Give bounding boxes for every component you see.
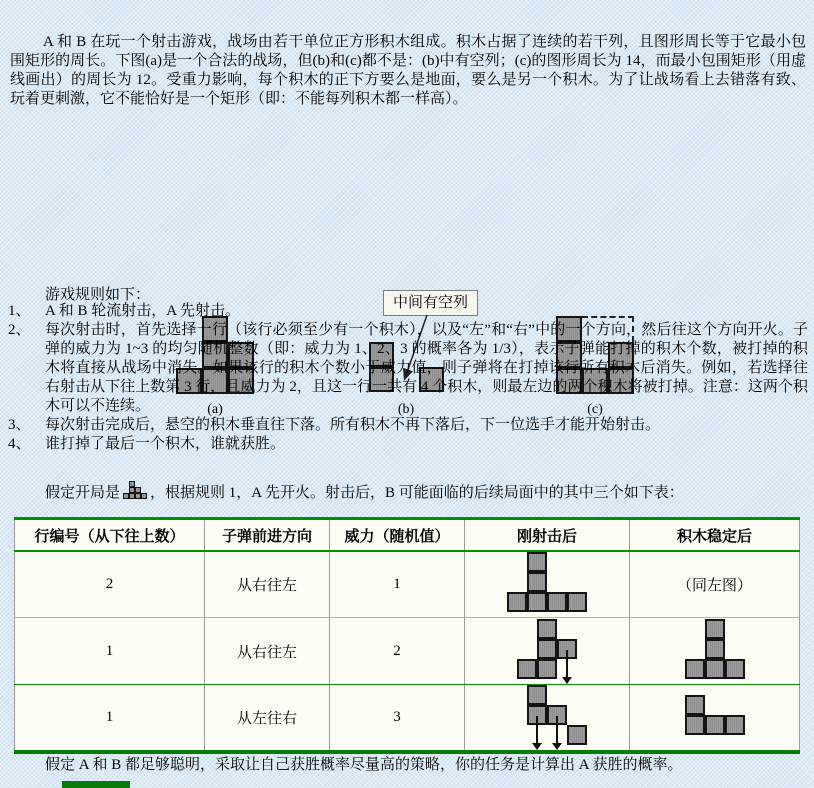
block-cell: [527, 592, 547, 612]
block-cell: [527, 552, 547, 572]
fall-arrow-tip: [532, 743, 542, 750]
fall-arrow: [556, 716, 558, 744]
cell-power: 1: [330, 551, 465, 618]
col-header-direction: 子弹前进方向: [205, 519, 330, 552]
block-cell: [507, 592, 527, 612]
figure-b-caption: (b): [397, 402, 415, 417]
block-cell: [547, 592, 567, 612]
figure-c-caption: (c): [587, 402, 603, 417]
rule-item-2: [8, 321, 808, 416]
cell-row-number: 2: [15, 551, 205, 618]
setup-line: [45, 481, 805, 503]
cell-after-settling-blocks: [630, 685, 800, 753]
cell-after-settling-blocks: [630, 618, 800, 685]
block-cell: [537, 639, 557, 659]
blocks-diagram: [507, 552, 587, 612]
setup-suffix: ，根据规则 1，A 先开火。射击后，B 可能面临的后续局面中的其中三个如下表：: [150, 485, 684, 501]
block-cell: [685, 659, 705, 679]
rule-item-3: [8, 416, 808, 435]
cell-row-number: 1: [15, 685, 205, 753]
block-cell: [129, 481, 135, 487]
footer-paragraph: 假定 A 和 B 都足够聪明，采取让自己获胜概率尽量高的策略，你的任务是计算出 A 获胜的概率。: [45, 757, 683, 773]
rule-item-1: [8, 302, 808, 321]
cell-power: 2: [330, 618, 465, 685]
block-cell: [685, 715, 705, 735]
fall-arrow: [536, 716, 538, 744]
block-cell: [537, 659, 557, 679]
rule-item-4: [8, 435, 808, 454]
rule-number: 2、: [8, 322, 31, 338]
block-cell: [517, 659, 537, 679]
block-cell: [527, 685, 547, 705]
col-header-row-number: 行编号（从下往上数）: [15, 519, 205, 552]
block-cell: [705, 639, 725, 659]
fall-arrow-tip: [562, 677, 572, 684]
cell-power: 3: [330, 685, 465, 753]
block-cell: [705, 619, 725, 639]
cell-after-shot-blocks: [465, 685, 630, 753]
cell-after-settling: （同左图）: [630, 551, 800, 618]
rules-title: 游戏规则如下：: [45, 287, 151, 303]
figure-a-caption: (a): [207, 402, 223, 417]
callout-box: 中间有空列: [383, 290, 478, 316]
rule-text: 谁打掉了最后一个积木，谁就获胜。: [45, 436, 286, 452]
table-row: [15, 618, 800, 685]
intro-paragraph: A 和 B 在玩一个射击游戏，战场由若干单位正方形积木组成。积木占据了连续的若干列，且图形周长等于它最小包围矩形的周长。下图(a)是一个合法的战场，但(b)和(c)都不是：(b)中有空列；(c)的图形周长为 14，而最小包围矩形（用虚线画出）的周长为 12。受重力影响，每个积木的正下方要么是地面，要么是另一个积木。为了让战场看上去错落有致、玩着更刺激，它不能恰好是一个矩形（即：不能每列积木都一样高）。: [10, 34, 806, 107]
cell-direction: 从左往右: [205, 685, 330, 753]
col-header-power: 威力（随机值）: [330, 519, 465, 552]
cell-after-shot-blocks: [465, 618, 630, 685]
table-row: [15, 551, 800, 618]
blocks-diagram: [685, 619, 745, 679]
block-cell: [725, 715, 745, 735]
cell-direction: 从右往左: [205, 551, 330, 618]
blocks-diagram: [507, 685, 587, 745]
scenario-table: [14, 517, 800, 754]
rule-text: A 和 B 轮流射击，A 先射击。: [45, 303, 241, 319]
col-header-just-after-shot: 刚射击后: [465, 519, 630, 552]
setup-prefix: 假定开局是: [45, 485, 121, 501]
block-cell: [567, 725, 587, 745]
rule-text: 每次射击时，首先选择一行（该行必须至少有一个积木），以及“左”和“右”中的一个方向，然后往这个方向开火。子弹的威力为 1~3 的均匀随机整数（即：威力为 1、2、3 的概率各为 1/3），表示子弹能打掉的积木个数，被打掉的积木将直接从战场中消失。如果该行的积木个数小于威力值，则子弹将在打掉该行所有积木后消失。例如，若选择往右射击从下往上数第 3 行，且威力为 2，且这一行一共有 4 个积木，则最左边的两个积木将被打掉。注意：这两个积木可以不连续。: [45, 322, 808, 414]
col-header-after-settling: 积木稳定后: [630, 519, 800, 552]
cell-direction: 从右往左: [205, 618, 330, 685]
block-cell: [725, 659, 745, 679]
block-cell: [567, 592, 587, 612]
block-cell: [141, 493, 147, 499]
cell-row-number: 1: [15, 618, 205, 685]
cell-after-shot-blocks: [465, 551, 630, 618]
next-table-edge-fragment: [62, 781, 130, 788]
block-cell: [705, 715, 725, 735]
blocks-diagram: [517, 619, 577, 679]
fall-arrow-tip: [552, 743, 562, 750]
rule-number: 3、: [8, 417, 31, 433]
block-cell: [685, 695, 705, 715]
blocks-diagram: [685, 695, 745, 735]
table-row: [15, 685, 800, 753]
block-cell: [135, 487, 141, 493]
rules-list: [8, 302, 808, 454]
block-cell: [705, 659, 725, 679]
block-cell: [537, 619, 557, 639]
rule-number: 1、: [8, 303, 31, 319]
table-header-row: [15, 519, 800, 552]
rule-text: 每次射击完成后，悬空的积木垂直往下落。所有积木不再下落后，下一位选手才能开始射击。: [45, 417, 661, 433]
block-cell: [527, 572, 547, 592]
fall-arrow: [566, 650, 568, 678]
rule-number: 4、: [8, 436, 31, 452]
start-position-mini-blocks: [123, 481, 147, 499]
